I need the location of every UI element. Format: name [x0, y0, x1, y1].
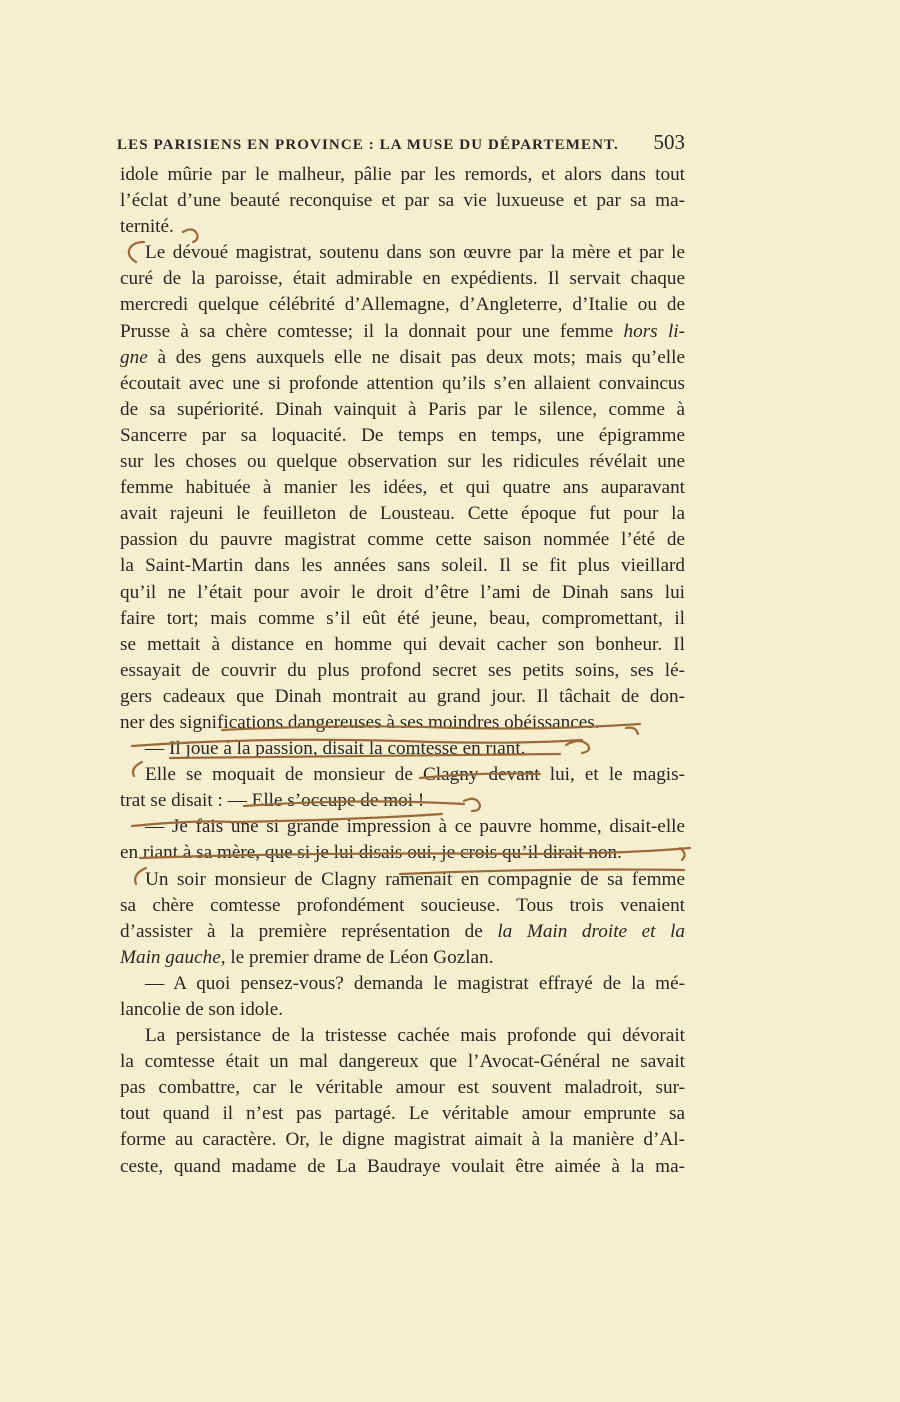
line-text: lancolie de son idole.	[120, 999, 284, 1020]
text-line	[120, 762, 685, 788]
line-text: curé de la paroisse, était admirable en expédients. Il servait chaque	[120, 268, 685, 290]
text-line	[120, 266, 685, 292]
line-text: Le dévoué magistrat, soutenu dans son œuvre par la mère et par le	[145, 242, 685, 264]
text-line	[120, 1154, 685, 1180]
line-text: ner des significations dangereuses à ses moindres obéissances.	[120, 711, 600, 733]
line-text: sur les choses ou quelque observation sur les ridicules révélait une	[120, 451, 685, 473]
line-text: La persistance de la tristesse cachée mais profonde qui dévorait	[145, 1025, 685, 1047]
text-line	[120, 214, 685, 240]
text-line	[120, 1023, 685, 1049]
text-line	[120, 606, 685, 632]
line-text: passion du pauvre magistrat comme cette saison nommée l’été de	[120, 529, 685, 551]
text-line	[120, 658, 685, 684]
text-line	[120, 710, 685, 736]
italic-text: hors li-	[623, 320, 686, 342]
text-line	[120, 945, 685, 971]
text-line	[120, 788, 685, 814]
line-text: l’éclat d’une beauté reconquise et par sa vie luxueuse et par sa ma-	[120, 190, 685, 212]
text-line	[120, 162, 685, 188]
line-text: Prusse à sa chère comtesse; il la donnait pour une femme	[120, 320, 614, 342]
text-line	[120, 423, 685, 449]
line-text: , le premier drame de Léon Gozlan.	[220, 946, 494, 968]
line-text: se mettait à distance en homme qui devait cacher son bonheur. Il	[120, 633, 685, 655]
text-line	[120, 501, 685, 527]
line-text: pas combattre, car le véritable amour est souvent maladroit, sur-	[120, 1077, 685, 1099]
line-text: la Saint-Martin dans les années sans soleil. Il se fit plus vieillard	[120, 555, 685, 577]
text-line	[120, 1049, 685, 1075]
text-line	[120, 580, 685, 606]
text-line	[120, 684, 685, 710]
italic-text: Main gauche	[120, 946, 221, 968]
text-line	[120, 397, 685, 423]
line-text: gers cadeaux que Dinah montrait au grand jour. Il tâchait de don-	[120, 685, 685, 707]
text-line	[120, 319, 685, 345]
line-text: idole mûrie par le malheur, pâlie par les remords, et alors dans tout	[120, 164, 685, 185]
italic-text: gne	[120, 346, 148, 368]
line-text: qu’il ne l’était pour avoir le droit d’être l’ami de Dinah sans lui	[120, 581, 685, 603]
text-line	[120, 840, 685, 866]
line-text: ternité.	[120, 216, 174, 238]
text-line	[120, 997, 685, 1023]
line-text: d’assister à la première représentation de	[120, 920, 483, 942]
text-line	[120, 188, 685, 214]
line-text: en riant à sa mère, que si je lui disais oui, je crois qu’il dirait non.	[120, 842, 622, 864]
line-text: avait rajeuni le feuilleton de Lousteau. Cette époque fut pour la	[120, 503, 685, 525]
text-line	[120, 919, 685, 945]
line-text: faire tort; mais comme s’il eût été jeune, beau, compromettant, il	[120, 607, 685, 629]
line-text: trat se disait : — Elle s’occupe de moi !	[120, 790, 425, 812]
line-text: sa chère comtesse profondément soucieuse. Tous trois venaient	[120, 894, 685, 916]
text-line	[120, 553, 685, 579]
running-title: LES PARISIENS EN PROVINCE : LA MUSE DU DÉPARTEMENT.	[117, 137, 619, 153]
line-text: femme habituée à manier les idées, et qui quatre ans auparavant	[120, 477, 685, 499]
running-header	[117, 130, 685, 155]
line-text: mercredi quelque célébrité d’Allemagne, d’Angleterre, d’Italie ou de	[120, 294, 685, 316]
line-text: — Je fais une si grande impression à ce pauvre homme, disait-elle	[145, 816, 685, 838]
line-text: essayait de couvrir du plus profond secret ses petits soins, ses lé-	[120, 659, 685, 681]
text-line	[120, 632, 685, 658]
line-text: Elle se moquait de monsieur de Clagny devant lui, et le magis-	[145, 764, 685, 786]
text-line	[120, 292, 685, 318]
line-text: à des gens auxquels elle ne disait pas deux mots; mais qu’elle	[147, 346, 685, 368]
line-text: — Il joue à la passion, disait la comtesse en riant.	[145, 738, 526, 760]
page-number: 503	[653, 130, 685, 154]
line-text: écoutait avec une si profonde attention qu’ils s’en allaient convaincus	[120, 372, 685, 394]
text-line	[120, 893, 685, 919]
line-text: de sa supériorité. Dinah vainquit à Paris par le silence, comme à	[120, 398, 685, 420]
line-text: ceste, quand madame de La Baudraye voulait être aimée à la ma-	[120, 1155, 685, 1177]
text-line	[120, 345, 685, 371]
line-text: — A quoi pensez-vous? demanda le magistrat effrayé de la mé-	[145, 972, 685, 994]
body-text	[120, 162, 685, 1180]
text-line	[120, 867, 685, 893]
line-text: Un soir monsieur de Clagny ramenait en compagnie de sa femme	[145, 868, 685, 890]
text-line	[120, 1127, 685, 1153]
line-text: tout quand il n’est pas partagé. Le véritable amour emprunte sa	[120, 1103, 685, 1125]
line-text: la comtesse était un mal dangereux que l’Avocat-Général ne savait	[120, 1051, 685, 1073]
text-line	[120, 475, 685, 501]
text-line	[120, 1101, 685, 1127]
text-line	[120, 240, 685, 266]
line-text: forme au caractère. Or, le digne magistrat aimait à la manière d’Al-	[120, 1129, 685, 1151]
text-line	[120, 971, 685, 997]
italic-text: la Main droite et la	[497, 920, 685, 942]
text-line	[120, 449, 685, 475]
text-line	[120, 527, 685, 553]
line-text: Sancerre par sa loquacité. De temps en temps, une épigramme	[120, 424, 685, 446]
text-line	[120, 814, 685, 840]
text-line	[120, 736, 685, 762]
text-line	[120, 371, 685, 397]
text-line	[120, 1075, 685, 1101]
